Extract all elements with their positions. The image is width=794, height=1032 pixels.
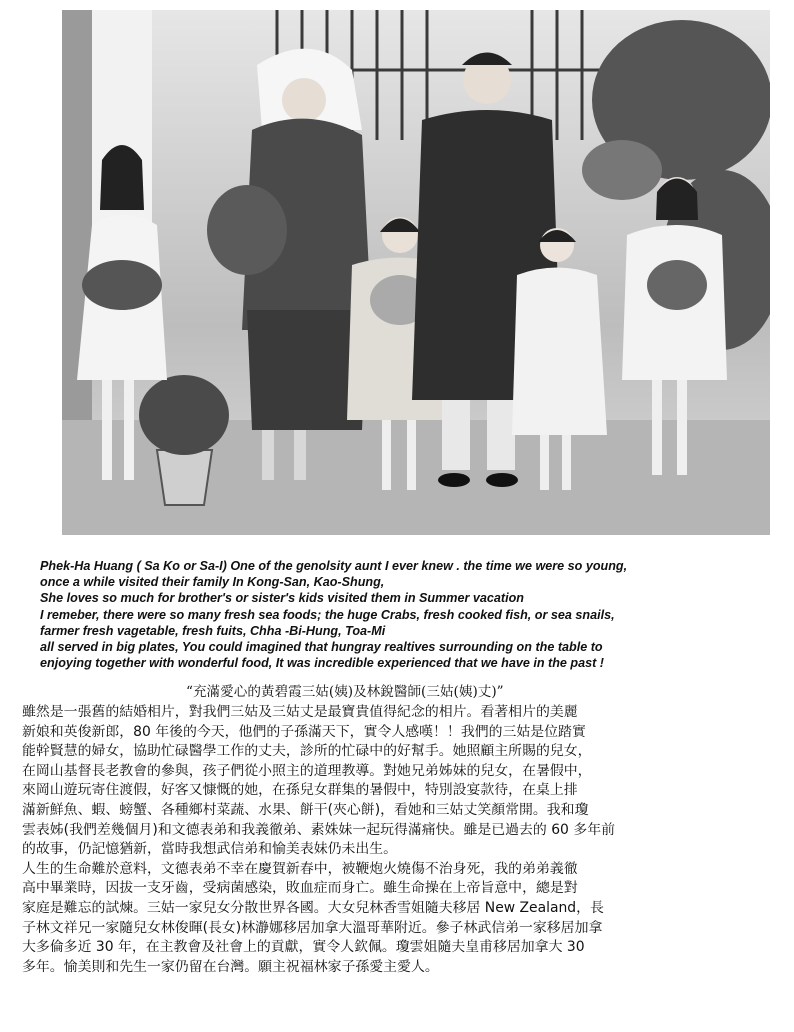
caption-line: farmer fresh vagetable, fresh fuits, Chha -Bi-Hung, Toa-Mi (40, 623, 386, 638)
chinese-title: “充滿愛心的黃碧霞三姑(姨)及林銳醫師(三姑(姨)丈)” (186, 684, 504, 700)
caption-line: She loves so much for brother's or sister's kids visited them in Summer vacation (40, 591, 524, 606)
chinese-line: 滿新鮮魚、蝦、螃蟹、各種鄉村菜蔬、水果、餅干(夾心餅)，看她和三姑丈笑顏常開。我和瓊 (22, 801, 589, 818)
chinese-line: 來岡山遊玩寄住渡假，好客又慷慨的她，在孫兒女群集的暑假中，特別設宴款待，在桌上排 (22, 782, 578, 799)
chinese-line: 高中畢業時，因拔一支牙齒，受病菌感染，敗血症而身亡。雖生命操在上帝旨意中，總是對 (22, 880, 578, 897)
chinese-line: 能幹賢慧的婦女，協助忙碌醫學工作的丈夫，診所的忙碌中的好幫手。她照顧主所賜的兒女， (22, 743, 592, 760)
chinese-line: 雲表姊(我們差幾個月)和文德表弟和我義徹弟、素姝妹一起玩得滿痛快。雖是已過去的 60 多年前 (22, 821, 615, 838)
chinese-body (22, 703, 782, 977)
caption-line: enjoying together with wonderful food, It was incredible experienced that we have in the past ! (40, 656, 605, 671)
caption-line: all served in big plates, You could imagined that hungray realtives surrounding on the table to (40, 640, 603, 655)
chinese-line: 雖然是一張舊的結婚相片，對我們三姑及三姑丈是最寶貴值得紀念的相片。看著相片的美麗 (22, 704, 578, 720)
chinese-line: 子林文祥兄一家隨兒女林俊暉(長女)林瀞娜移居加拿大溫哥華附近。參子林武信弟一家移居加拿 (22, 919, 603, 936)
caption-line: once a while visited their family In Kong-San, Kao-Shung, (40, 575, 385, 590)
caption-line: Phek-Ha Huang ( Sa Ko or Sa-I) One of the genolsity aunt I ever knew . the time we were so young, (40, 559, 628, 573)
chinese-line: 大多倫多近 30 年，在主教會及社會上的貢獻，實令人欽佩。瓊雲姐隨夫皇甫移居加拿大 30 (22, 939, 585, 956)
wedding-photo-illustration (62, 10, 770, 535)
caption-line: I remeber, there were so many fresh sea foods; the huge Crabs, fresh cooked fish, or sea snails, (40, 607, 615, 622)
chinese-line: 新娘和英俊新郎，80 年後的今天，他們的子孫滿天下，實令人感嘆！！我們的三姑是位踏實 (22, 723, 586, 740)
english-caption (40, 558, 770, 671)
chinese-line: 的故事，仍記憶猶新，當時我想武信弟和愉美表妹仍未出生。 (22, 841, 398, 858)
chinese-line: 人生的生命難於意料，文德表弟不幸在慶賀新春中，被鞭炮火燒傷不治身死，我的弟弟義徹 (22, 860, 578, 877)
chinese-line: 家庭是難忘的試煉。三姑一家兒女分散世界各國。大女兒林香雪姐隨夫移居 New Zealand，長 (22, 899, 604, 916)
chinese-line: 在岡山基督長老教會的參與，孩子們從小照主的道理教導。對她兄弟姊妹的兒女，在暑假中， (22, 762, 592, 779)
chinese-line: 多年。愉美則和先生一家仍留在台灣。願主祝福林家子孫愛主愛人。 (22, 958, 439, 975)
wedding-photo (62, 10, 770, 535)
